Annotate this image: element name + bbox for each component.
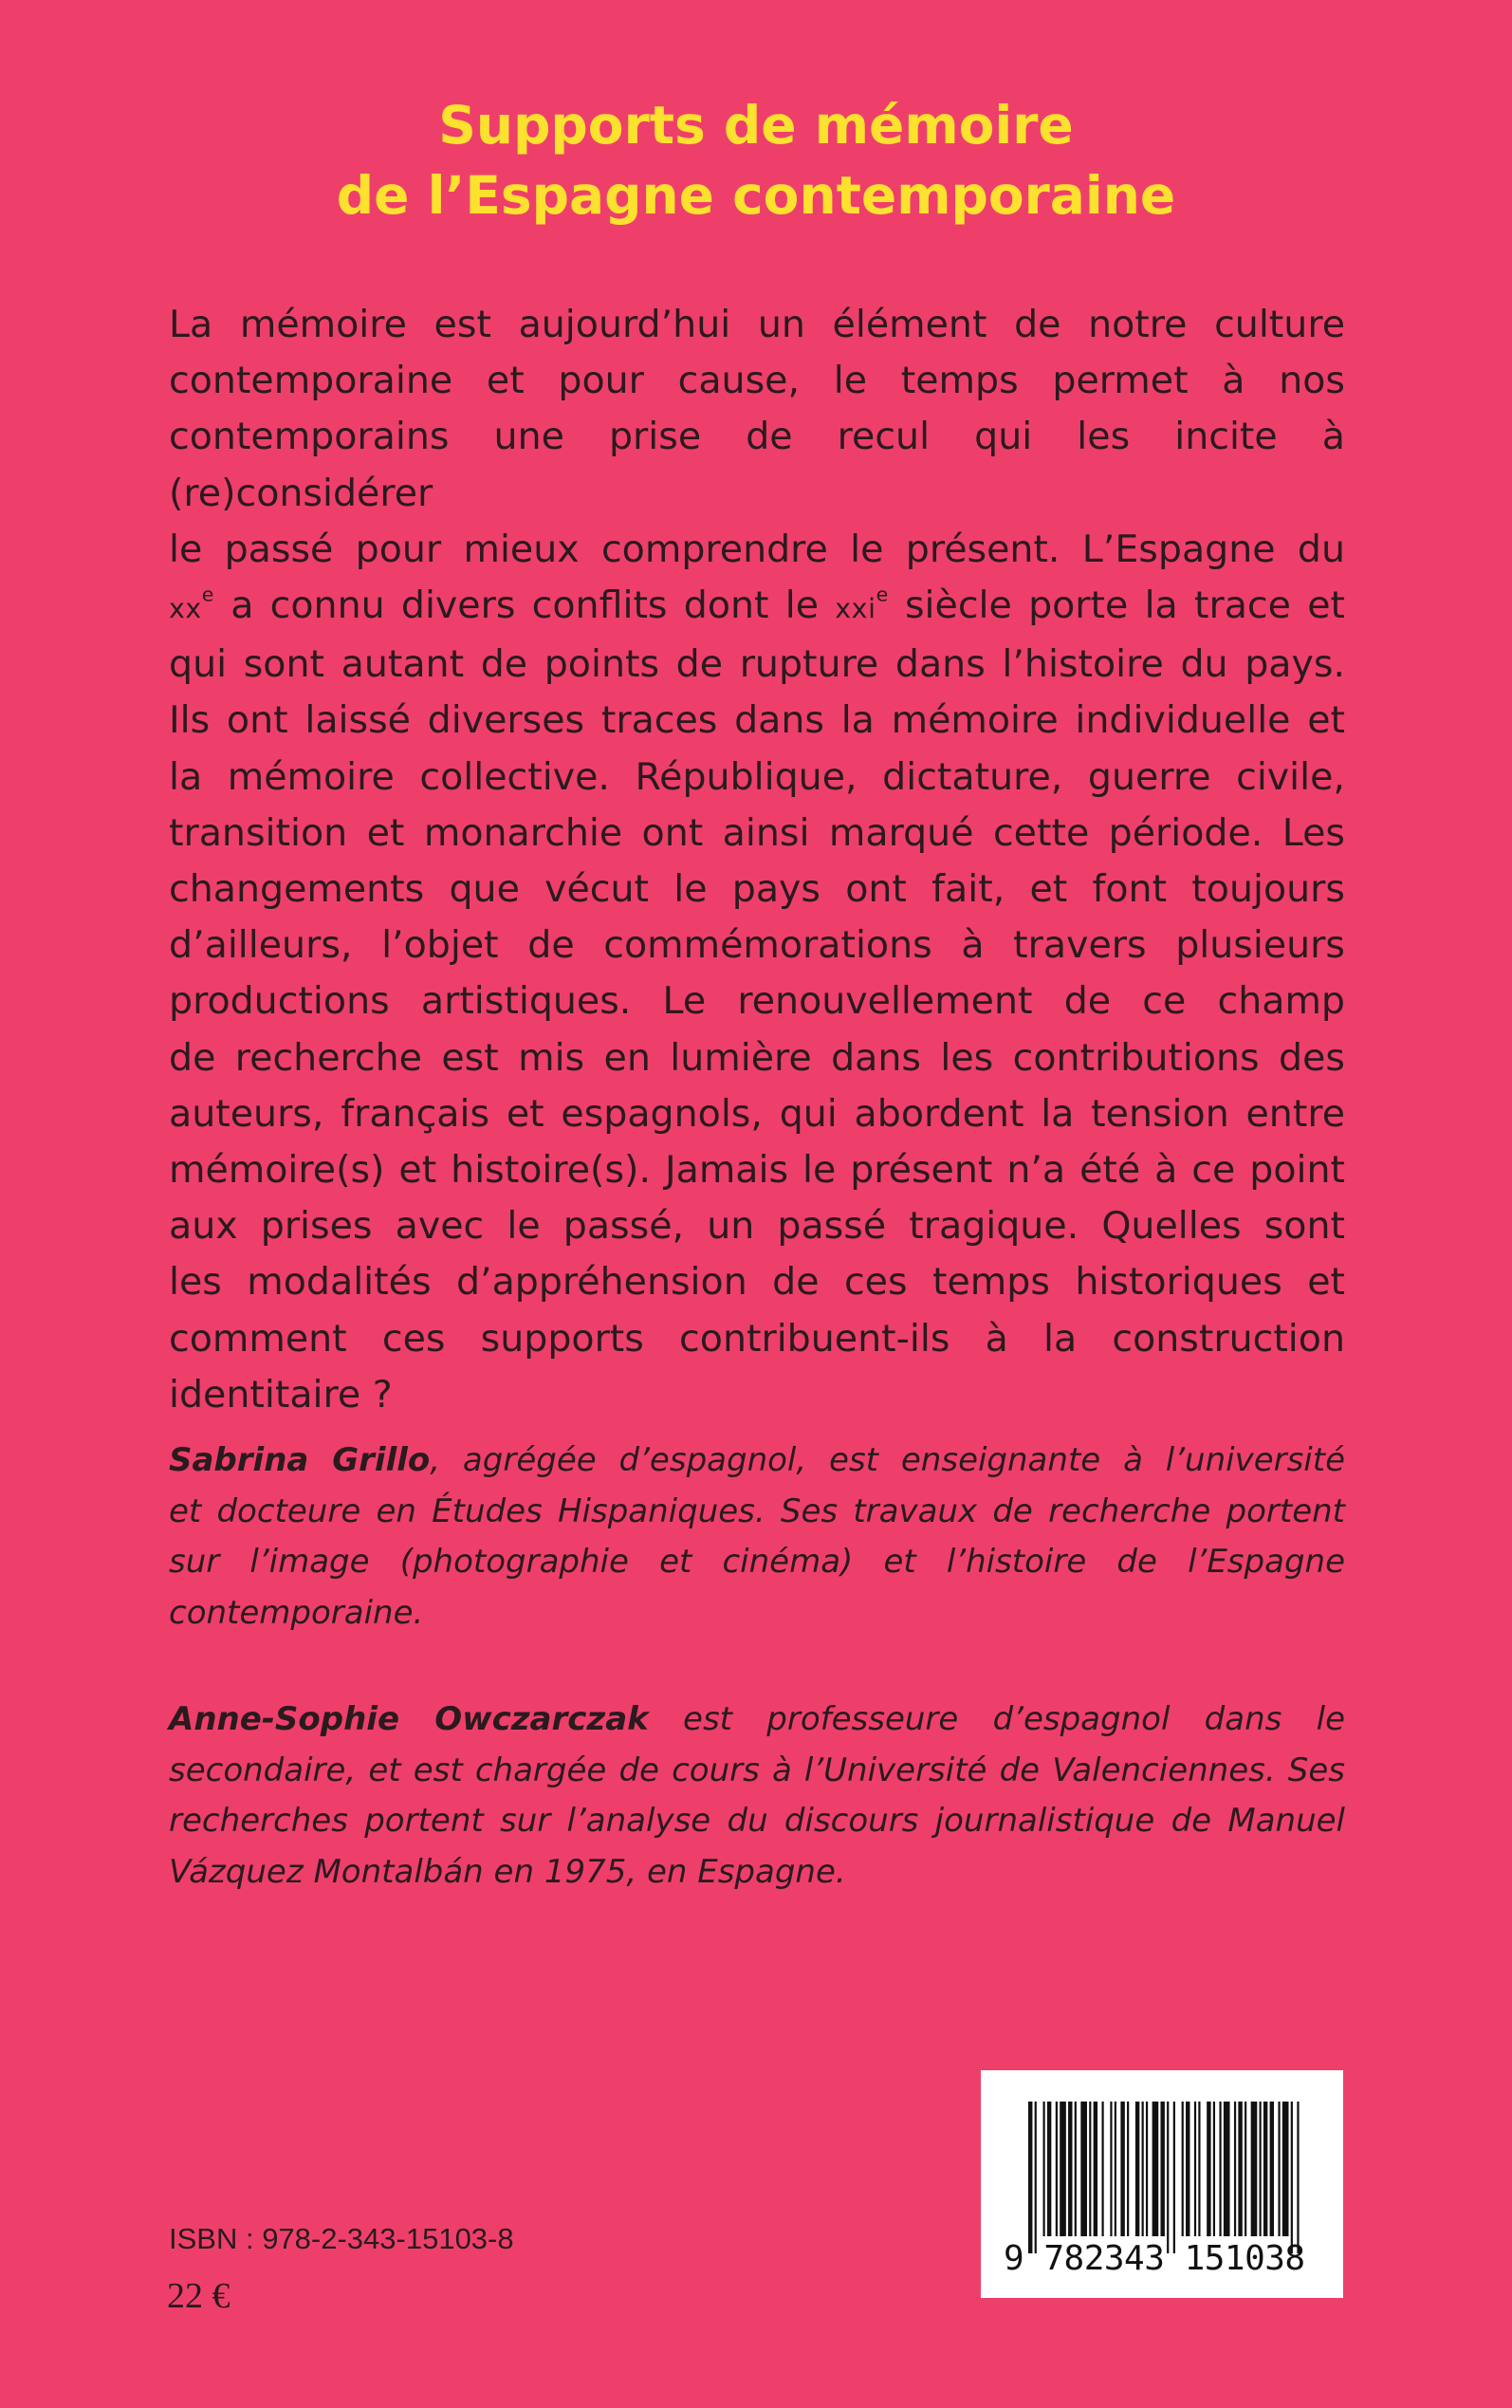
- barcode-bar: [1224, 2102, 1230, 2236]
- barcode-bar: [1182, 2102, 1184, 2236]
- price-text: 22 €: [167, 2276, 230, 2316]
- author-bio-line: Vázquez Montalbán en 1975, en Espagne.: [169, 1852, 846, 1891]
- barcode-bar: [1094, 2102, 1097, 2236]
- barcode-bar: [1198, 2102, 1200, 2236]
- summary-line: comment ces supports contribuent-ils à la construction: [169, 1316, 1345, 1361]
- barcode-digits: 9 782343 151038: [1004, 2239, 1305, 2278]
- century-20: $xx^e$: [169, 583, 214, 625]
- barcode-bar: [1142, 2102, 1144, 2236]
- barcode-bar: [1260, 2102, 1262, 2236]
- summary-line: changements que vécut le pays ont fait, et font toujours: [169, 867, 1345, 912]
- barcode-bar: [1035, 2102, 1037, 2253]
- barcode-bar: [1075, 2102, 1077, 2236]
- barcode-bar: [1127, 2102, 1129, 2236]
- book-title-line-1: Supports de mémoire: [438, 95, 1074, 156]
- barcode-bar: [1089, 2102, 1091, 2236]
- barcode-bar: [1043, 2102, 1045, 2236]
- barcode-bar: [1120, 2102, 1124, 2236]
- author-bio-line: sur l’image (photographie et cinéma) et l’histoire de l’Espagne: [169, 1543, 1345, 1581]
- summary-line: productions artistiques. Le renouvellement de ce champ: [169, 979, 1345, 1024]
- summary-line: transition et monarchie ont ainsi marqué cette période. Les: [169, 810, 1345, 855]
- summary-line: aux prises avec le passé, un passé tragique. Quelles sont: [169, 1204, 1345, 1249]
- barcode-bar: [1060, 2102, 1066, 2236]
- author-bio-line: Anne-Sophie Owczarczak est professeure d’espagnol dans le: [169, 1700, 1345, 1738]
- author-bio-line: recherches portent sur l’analyse du discours journalistique de Manuel: [169, 1802, 1345, 1840]
- barcode-bar: [1291, 2102, 1293, 2253]
- author-name: Anne-Sophie Owczarczak: [169, 1700, 649, 1738]
- isbn-text: ISBN : 978-2-343-15103-8: [169, 2222, 514, 2255]
- author-bio-line: et docteure en Études Hispaniques. Ses travaux de recherche portent: [169, 1491, 1345, 1530]
- barcode-bar: [1238, 2102, 1242, 2236]
- barcode-bar: [1110, 2102, 1112, 2236]
- barcode-bar: [1047, 2102, 1051, 2236]
- summary-line: identitaire ?: [169, 1372, 393, 1417]
- summary-line: qui sont autant de points de rupture dans l’histoire du pays.: [169, 642, 1345, 687]
- barcode-bar: [1297, 2102, 1299, 2253]
- barcode: [981, 2070, 1343, 2298]
- barcode-bar: [1135, 2102, 1139, 2236]
- summary-line-centuries: $xx^e$ a connu divers conflits dont le xxi$^e$ siècle porte la trace et: [169, 583, 1345, 628]
- barcode-bar: [1068, 2102, 1072, 2236]
- barcode-bar: [1160, 2102, 1164, 2236]
- author-name: Sabrina Grillo: [169, 1441, 431, 1479]
- barcode-bar: [1173, 2102, 1175, 2253]
- barcode-bar: [1186, 2102, 1189, 2236]
- author-bio-grillo: [169, 1436, 1345, 1639]
- author-bio-line: secondaire, et est chargée de cours à l’Université de Valenciennes. Ses: [169, 1750, 1345, 1789]
- barcode-bar: [1270, 2102, 1274, 2236]
- summary-line: auteurs, français et espagnols, qui abordent la tension entre: [169, 1091, 1345, 1136]
- barcode-bar: [1194, 2102, 1196, 2236]
- barcode-bar: [1167, 2102, 1169, 2253]
- summary-line: d’ailleurs, l’objet de commémorations à travers plusieurs: [169, 923, 1345, 968]
- barcode-bar: [1245, 2102, 1246, 2236]
- summary-line: de recherche est mis en lumière dans les contributions des: [169, 1035, 1345, 1080]
- barcode-bar: [1213, 2102, 1215, 2236]
- summary-line: contemporains une prise de recul qui les incite à (re)considérer: [169, 415, 1345, 515]
- summary-paragraph: [169, 297, 1345, 1423]
- barcode-bar: [1282, 2102, 1289, 2236]
- book-title-line-2: de l’Espagne contemporaine: [336, 165, 1176, 226]
- book-title: [0, 90, 1512, 231]
- summary-line: la mémoire collective. République, dictature, guerre civile,: [169, 754, 1345, 799]
- barcode-bar: [1234, 2102, 1236, 2236]
- barcode-bar: [1115, 2102, 1116, 2236]
- summary-line: mémoire(s) et histoire(s). Jamais le présent n’a été à ce point: [169, 1148, 1345, 1193]
- barcode-bar: [1278, 2102, 1280, 2236]
- summary-line: le passé pour mieux comprendre le présent. L’Espagne du: [169, 527, 1345, 571]
- barcode-bar: [1251, 2102, 1258, 2236]
- barcode-bar: [1056, 2102, 1058, 2236]
- barcode-bar: [1080, 2102, 1087, 2236]
- author-bio-line: contemporaine.: [169, 1593, 424, 1632]
- barcode-bar: [1101, 2102, 1103, 2236]
- barcode-bar: [1263, 2102, 1267, 2236]
- barcode-bar: [1028, 2102, 1032, 2253]
- century-21: xxi$^e$: [835, 583, 889, 625]
- summary-line: les modalités d’appréhension de ces temps historiques et: [169, 1260, 1345, 1305]
- summary-line: contemporaine et pour cause, le temps permet à nos: [169, 359, 1345, 403]
- barcode-bar: [1152, 2102, 1159, 2236]
- summary-line: La mémoire est aujourd’hui un élément de notre culture: [169, 303, 1345, 346]
- author-bio-owczarczak: [169, 1695, 1345, 1898]
- barcode-bar: [1219, 2102, 1221, 2236]
- summary-line: Ils ont laissé diverses traces dans la mémoire individuelle et: [169, 698, 1345, 743]
- barcode-bar: [1146, 2102, 1148, 2236]
- barcode-bar: [1207, 2102, 1210, 2236]
- author-bio-line: Sabrina Grillo, agrégée d’espagnol, est enseignante à l’université: [169, 1441, 1346, 1479]
- barcode-bars: [1028, 2102, 1303, 2253]
